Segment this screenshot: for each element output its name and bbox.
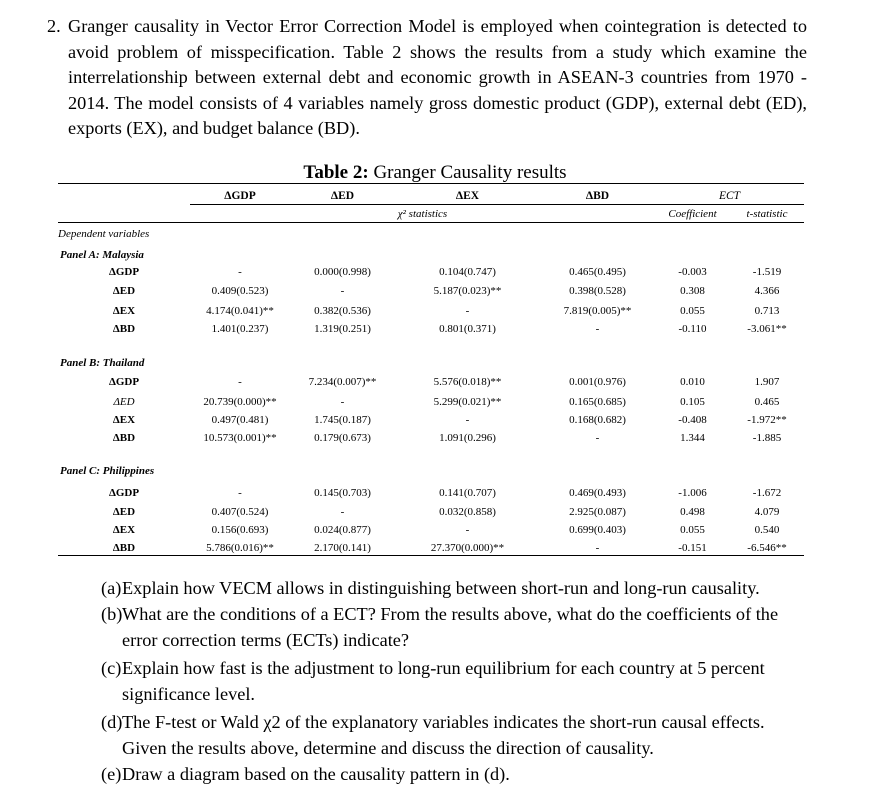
table-row <box>58 485 804 501</box>
table-cell: 0.010 <box>680 376 705 388</box>
table-cell: 0.801(0.371) <box>439 323 496 335</box>
table-cell: - <box>340 396 345 408</box>
table-cell: 0.699(0.403) <box>569 524 626 536</box>
table-cell: 0.465 <box>754 396 780 408</box>
table-row <box>58 264 804 280</box>
subquestion-letter: (e) <box>101 764 122 784</box>
table-cell: -6.546** <box>747 542 787 554</box>
table-cell: - <box>340 506 345 518</box>
subquestion-text: What are the conditions of a ECT? From the results above, what do the coefficients of the error correction terms (ECTs) indicate? <box>122 604 779 650</box>
table-cell: 7.819(0.005)** <box>563 305 632 317</box>
table-cell: 0.469(0.493) <box>569 487 626 499</box>
row-label: ΔEX <box>112 524 136 536</box>
table-subheader-row <box>58 206 804 222</box>
row-label: ΔBD <box>112 432 136 444</box>
table-row <box>58 412 804 428</box>
subquestion-text: Explain how fast is the adjustment to long-run equilibrium for each country at 5 percent significance level. <box>122 658 765 704</box>
header-bd: ΔBD <box>585 190 610 202</box>
table-cell: 0.498 <box>680 506 705 518</box>
subquestion-letter: (c) <box>101 658 122 678</box>
table-cell: 0.055 <box>680 305 705 317</box>
table-cell: -0.003 <box>678 266 707 278</box>
subquestion <box>101 709 801 761</box>
table-cell: - <box>595 542 600 554</box>
panel-c-philippines-label: Panel C: Philippines <box>60 465 155 477</box>
table-cell: 0.141(0.707) <box>439 487 496 499</box>
subquestion-text: The F-test or Wald χ2 of the explanatory variables indicates the short-run causal effects. Given the results above, determine and discuss the direction of causality. <box>122 712 765 758</box>
subquestion-text: Explain how VECM allows in distinguishing between short-run and long-run causality. <box>122 578 760 598</box>
table-cell: 5.786(0.016)** <box>206 542 274 554</box>
table-cell: 0.104(0.747) <box>439 266 496 278</box>
table-cell: 0.407(0.524) <box>211 506 269 518</box>
row-label: ΔED <box>113 396 135 408</box>
table-cell: 0.168(0.682) <box>569 414 626 426</box>
table-row <box>58 540 804 556</box>
subquestion <box>101 655 801 707</box>
table-cell: 0.179(0.673) <box>314 432 371 444</box>
table-cell: - <box>465 414 470 426</box>
table-row <box>58 374 804 390</box>
table-cell: 10.573(0.001)** <box>203 432 277 444</box>
table-cell: -0.408 <box>678 414 707 426</box>
table-row <box>58 522 804 538</box>
table-row <box>58 430 804 446</box>
table-cell: 2.170(0.141) <box>314 542 371 554</box>
table-cell: 0.308 <box>680 285 705 297</box>
table-cell: - <box>595 432 600 444</box>
row-label: ΔED <box>112 506 136 518</box>
table-cell: - <box>238 266 242 278</box>
table-title-label: Table 2: <box>303 162 369 183</box>
question-2 <box>47 14 807 142</box>
table-cell: -1.972** <box>747 414 787 426</box>
panel-a-malaysia-label: Panel A: Malaysia <box>60 249 144 261</box>
table-cell: 0.382(0.536) <box>314 305 371 317</box>
table-cell: 7.234(0.007)** <box>308 376 377 388</box>
table-cell: - <box>465 305 470 317</box>
table-cell: - <box>238 487 242 499</box>
header-ect: ECT <box>718 190 741 202</box>
row-label: ΔGDP <box>108 487 140 499</box>
table-row <box>58 303 804 319</box>
table-cell: 27.370(0.000)** <box>430 542 505 554</box>
table-cell: 0.398(0.528) <box>569 285 626 297</box>
table-cell: 0.105 <box>680 396 705 408</box>
table-cell: 5.576(0.018)** <box>433 376 502 388</box>
header-ex: ΔEX <box>455 190 480 202</box>
table-row <box>58 394 804 410</box>
table-cell: 0.024(0.877) <box>314 524 371 536</box>
table-row <box>58 283 804 299</box>
subquestion-letter: (b) <box>101 604 123 624</box>
row-label: ΔBD <box>112 542 136 554</box>
header-ed: ΔED <box>330 190 355 202</box>
table-cell: -1.006 <box>678 487 707 499</box>
table-cell: 1.401(0.237) <box>211 323 269 335</box>
subquestion <box>101 761 801 787</box>
table-cell: 1.344 <box>680 432 705 444</box>
table-cell: 0.497(0.481) <box>211 414 269 426</box>
table-cell: 1.091(0.296) <box>439 432 496 444</box>
table-cell: 0.465(0.495) <box>569 266 626 278</box>
table-cell: 1.319(0.251) <box>314 323 371 335</box>
panel-b-thailand-label: Panel B: Thailand <box>60 357 145 369</box>
subquestion <box>101 575 801 601</box>
header-bottom-rule <box>58 222 804 223</box>
table-cell: -1.519 <box>752 266 782 278</box>
table-cell: -1.672 <box>752 487 782 499</box>
table-cell: 0.409(0.523) <box>211 285 269 297</box>
table-cell: -0.151 <box>678 542 707 554</box>
table-cell: 0.156(0.693) <box>211 524 269 536</box>
table-cell: 0.713 <box>754 305 780 317</box>
header-gdp: ΔGDP <box>224 190 256 202</box>
row-label: ΔGDP <box>108 376 140 388</box>
table-top-rule <box>58 183 804 184</box>
table-cell: 4.079 <box>754 506 780 518</box>
table-cell: 4.366 <box>754 285 780 297</box>
table-cell: 5.187(0.023)** <box>433 285 502 297</box>
table-cell: 0.000(0.998) <box>314 266 371 278</box>
row-label: ΔGDP <box>108 266 140 278</box>
table-cell: - <box>238 376 242 388</box>
subquestion-text: Draw a diagram based on the causality pattern in (d). <box>122 764 510 784</box>
question-text: Granger causality in Vector Error Correction Model is employed when cointegration is detected to avoid problem of misspecification. Table 2 shows the results from a study which examine the interrelationship between external debt and economic growth in ASEAN-3 countries from 1970 - 2014. The model consists of 4 variables namely gross domestic product (GDP), external debt (ED), exports (EX), and budget balance (BD). <box>68 16 807 139</box>
table-cell: 20.739(0.000)** <box>203 396 277 408</box>
table-cell: -0.110 <box>678 323 707 335</box>
table-cell: 4.174(0.041)** <box>206 305 274 317</box>
table-cell: 0.032(0.858) <box>439 506 496 518</box>
subquestion-letter: (d) <box>101 712 123 732</box>
table-cell: 0.165(0.685) <box>569 396 626 408</box>
coefficient-label: Coefficient <box>668 208 717 220</box>
table-cell: 2.925(0.087) <box>569 506 626 518</box>
table-cell: 1.745(0.187) <box>314 414 371 426</box>
table-cell: -3.061** <box>747 323 787 335</box>
table-title <box>0 162 870 184</box>
row-label: ΔBD <box>112 323 136 335</box>
subquestion-letter: (a) <box>101 578 122 598</box>
table-header-row <box>58 188 804 204</box>
chi-statistics-label: χ² statistics <box>397 208 448 220</box>
table-cell: 0.055 <box>680 524 705 536</box>
row-label: ΔEX <box>112 305 136 317</box>
table-cell: 5.299(0.021)** <box>433 396 502 408</box>
table-cell: - <box>340 285 345 297</box>
dependent-variables-label: Dependent variables <box>58 228 150 240</box>
table-title-text: Granger Causality results <box>368 162 567 183</box>
table-cell: 0.001(0.976) <box>569 376 626 388</box>
table-bottom-rule <box>58 555 804 556</box>
row-label: ΔEX <box>112 414 136 426</box>
table-cell: - <box>465 524 470 536</box>
table-cell: 0.145(0.703) <box>314 487 371 499</box>
table-cell: 0.540 <box>754 524 780 536</box>
table-cell: - <box>595 323 600 335</box>
subquestion <box>101 601 801 653</box>
question-number: 2. <box>47 16 61 36</box>
t-statistic-label: t-statistic <box>746 208 788 220</box>
table-row <box>58 321 804 337</box>
row-label: ΔED <box>112 285 136 297</box>
table-row <box>58 504 804 520</box>
header-mid-rule <box>190 204 804 205</box>
table-cell: 1.907 <box>754 376 780 388</box>
table-cell: -1.885 <box>752 432 782 444</box>
